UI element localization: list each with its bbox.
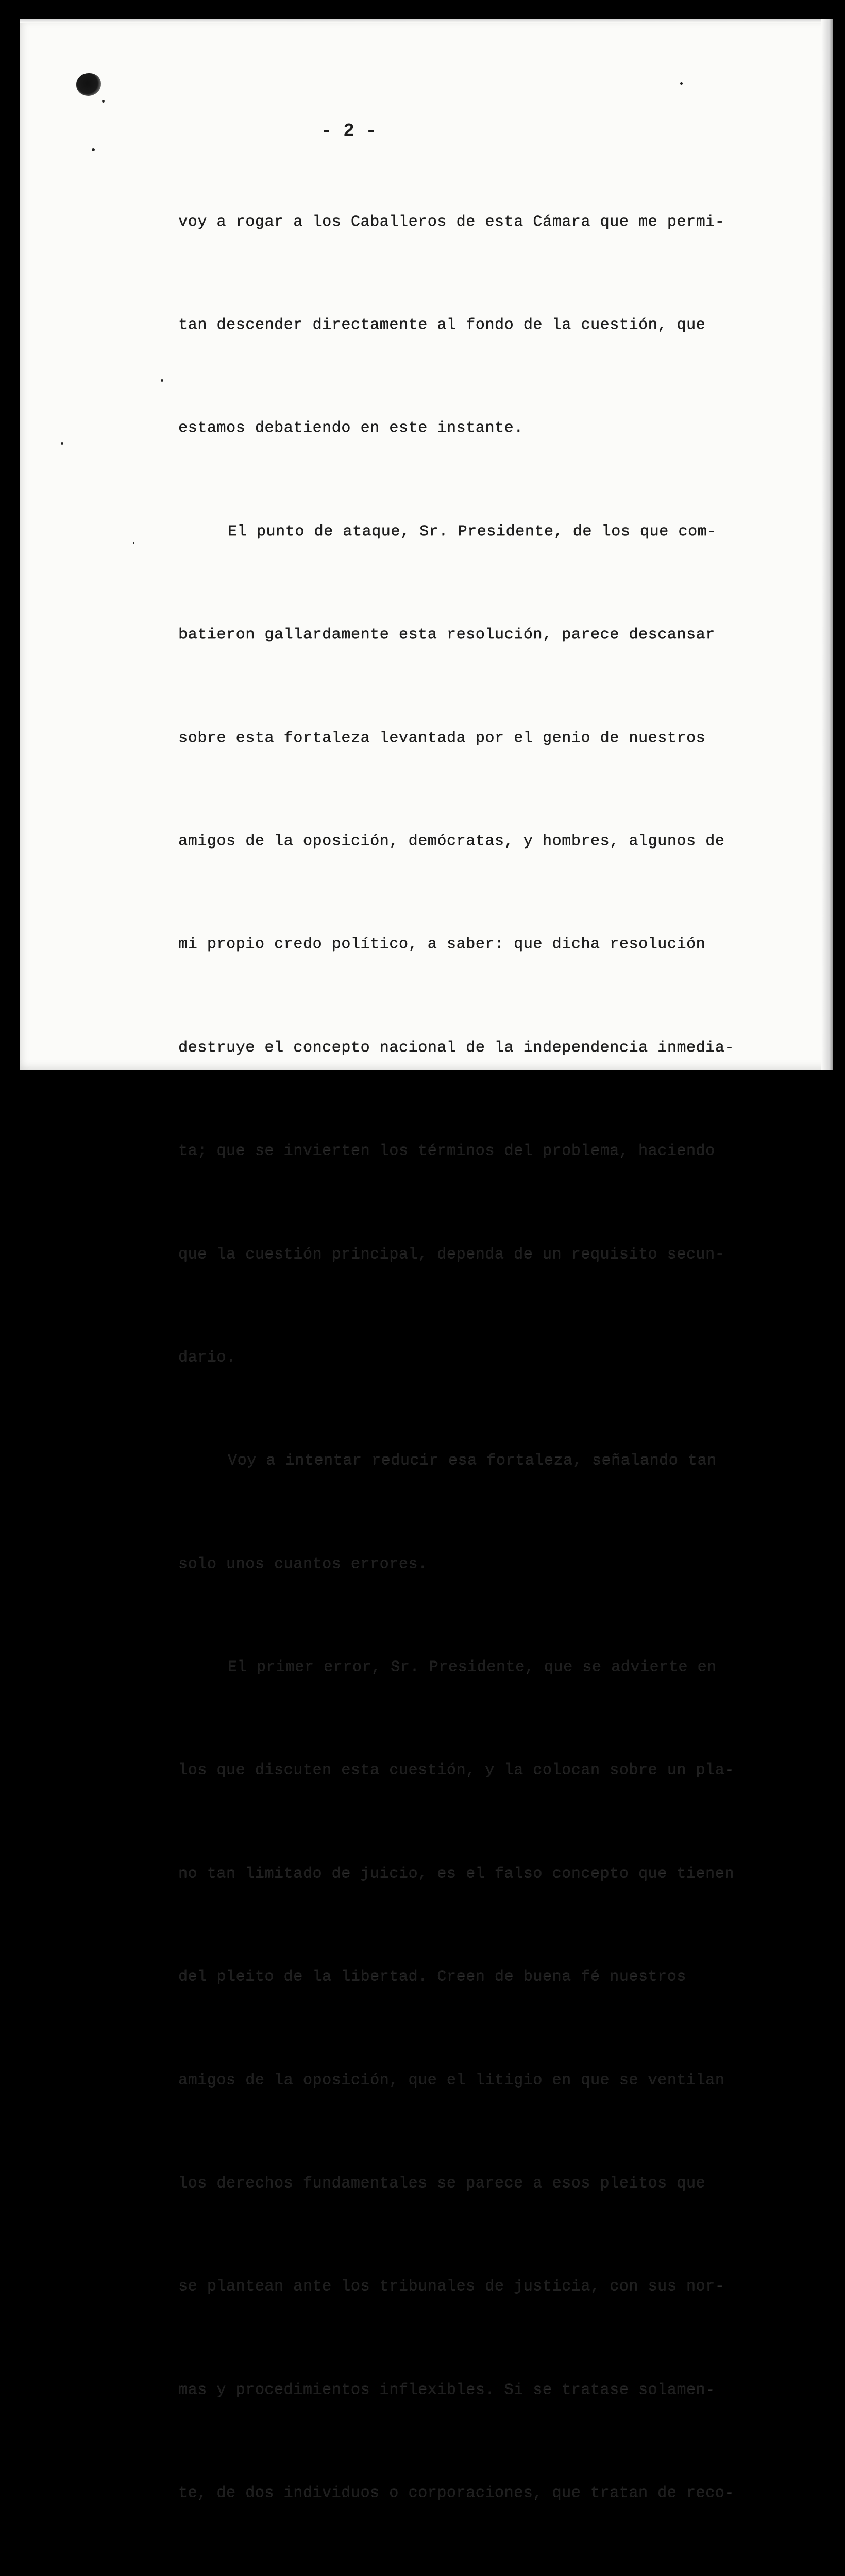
text-line: solo unos cuantos errores.: [178, 1555, 428, 1573]
text-line: se plantean ante los tribunales de justicia, con sus nor-: [178, 2278, 725, 2296]
text-line: amigos de la oposición, demócratas, y hombres, algunos de: [178, 832, 725, 850]
ink-speck: [92, 148, 95, 151]
text-line: batieron gallardamente esta resolución, parece descansar: [178, 626, 715, 644]
text-line: destruye el concepto nacional de la independencia inmedia-: [178, 1039, 734, 1057]
text-line: te, de dos individuos o corporaciones, que tratan de reco-: [178, 2484, 734, 2502]
page-top-edge: [20, 19, 833, 23]
text-line: amigos de la oposición, que el litigio en que se ventilan: [178, 2071, 725, 2089]
ink-speck: [161, 379, 163, 382]
ink-speck: [102, 100, 105, 103]
text-line: El primer error, Sr. Presidente, que se advierte en: [228, 1658, 717, 1676]
text-line: tan descender directamente al fondo de la cuestión, que: [178, 316, 706, 334]
text-line: voy a rogar a los Caballeros de esta Cámara que me permi-: [178, 213, 725, 231]
text-line: sobre esta fortaleza levantada por el genio de nuestros: [178, 729, 706, 747]
text-line: estamos debatiendo en este instante.: [178, 419, 523, 437]
page-number: - 2 -: [320, 121, 377, 142]
text-line: mi propio credo político, a saber: que dicha resolución: [178, 936, 706, 954]
ink-speck: [133, 542, 134, 544]
page-right-edge: [821, 19, 833, 1070]
text-line: del pleito de la libertad. Creen de buena fé nuestros: [178, 1968, 686, 1986]
text-line: que la cuestión principal, dependa de un requisito secun-: [178, 1245, 725, 1263]
text-line: dario.: [178, 1348, 236, 1366]
typed-body-text: [178, 136, 802, 2576]
ink-speck: [61, 442, 63, 445]
text-line: El punto de ataque, Sr. Presidente, de los que com-: [228, 522, 717, 540]
text-line: ta; que se invierten los términos del problema, haciendo: [178, 1142, 715, 1160]
text-line: mas y procedimientos inflexibles. Si se tratase solamen-: [178, 2381, 715, 2399]
ink-blot-mark: [76, 73, 101, 96]
ink-speck: [680, 82, 683, 85]
text-line: los derechos fundamentales se parece a esos pleitos que: [178, 2175, 706, 2193]
text-line: Voy a intentar reducir esa fortaleza, señalando tan: [228, 1452, 717, 1470]
document-page: [20, 19, 833, 2502]
text-line: no tan limitado de juicio, es el falso concepto que tienen: [178, 1865, 734, 1883]
text-line: los que discuten esta cuestión, y la colocan sobre un pla-: [178, 1761, 734, 1780]
